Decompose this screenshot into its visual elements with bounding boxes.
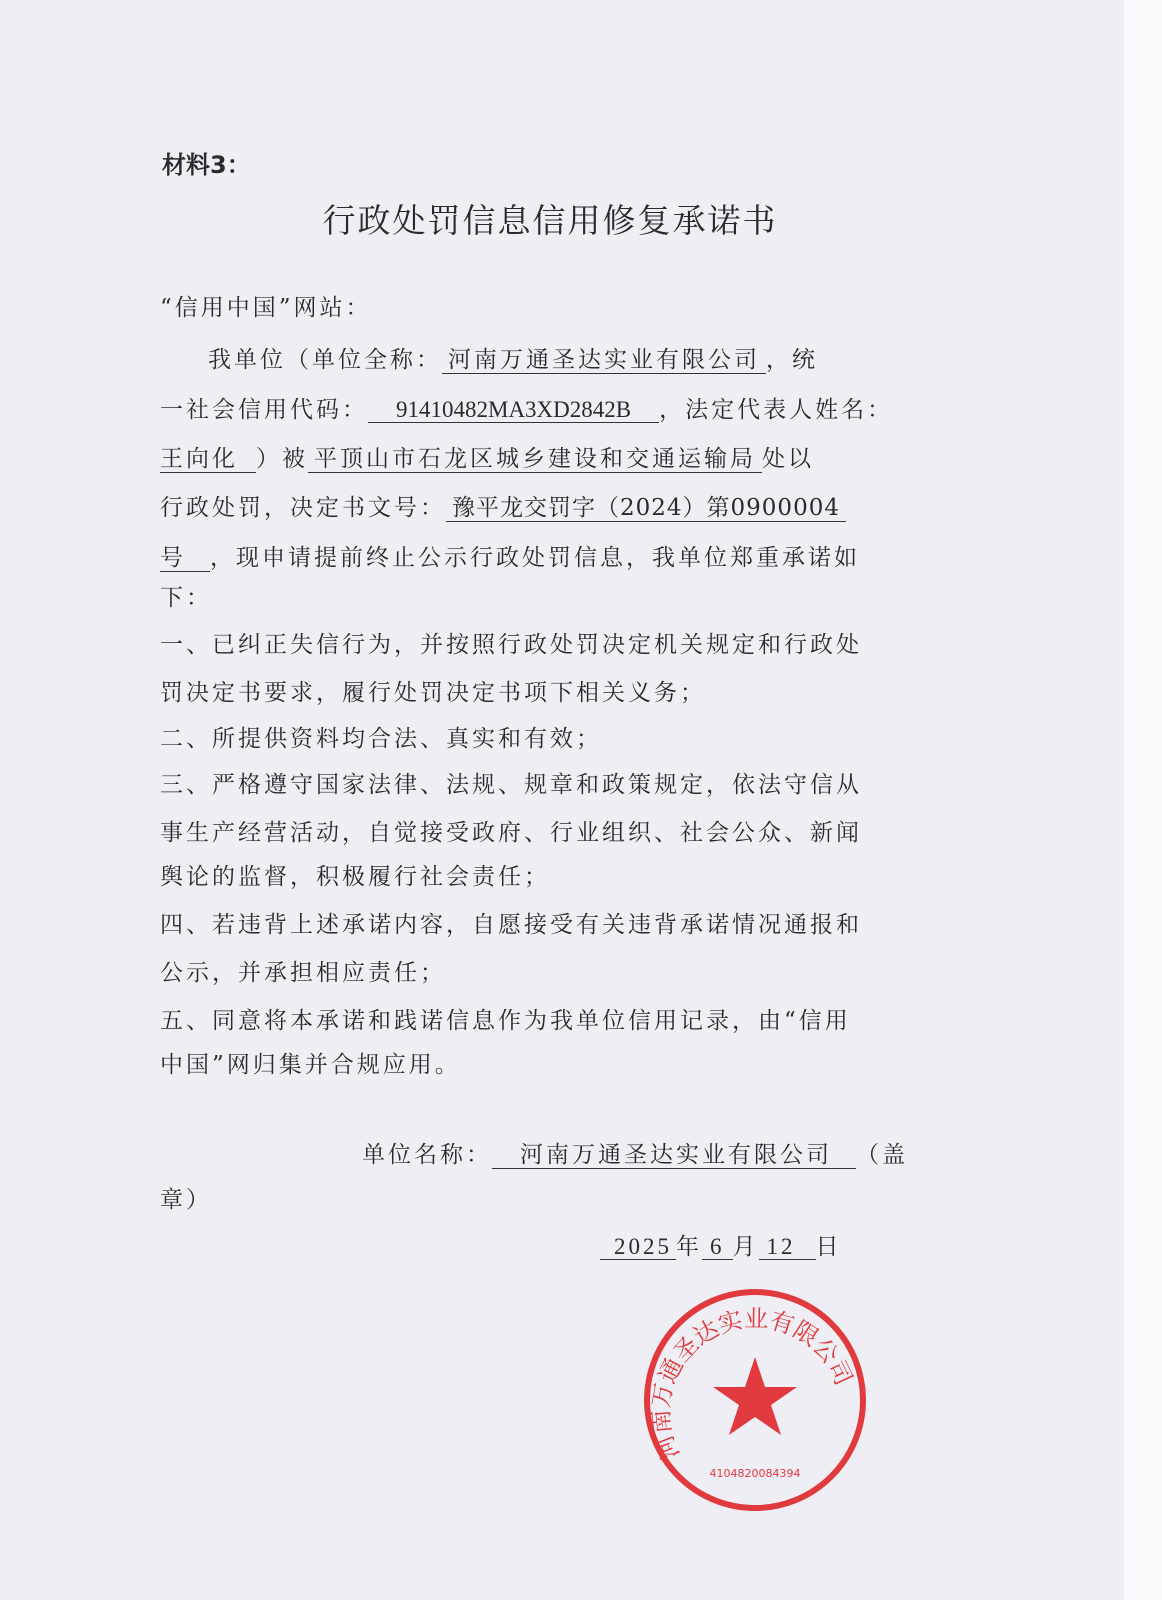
signature-company: 河南万通圣达实业有限公司 <box>492 1142 856 1169</box>
signature-label: 单位名称： <box>362 1142 492 1168</box>
text: ，统 <box>766 347 818 373</box>
seal-text: 河南万通圣达实业有限公司 <box>646 1304 858 1464</box>
promise-line: 舆论的监督，积极履行社会责任； <box>160 864 550 890</box>
seal-star-icon <box>713 1357 797 1435</box>
decision-number-field: 豫平龙交罚字（2024）第0900004 <box>446 495 846 522</box>
credit-code-field: 91410482MA3XD2842B <box>368 397 659 423</box>
decision-number-suffix: 号 <box>160 545 210 572</box>
promise-line: 中国”网归集并合规应用。 <box>160 1052 461 1078</box>
date-line <box>600 1232 842 1262</box>
promise-line: 四、若违背上述承诺内容，自愿接受有关违背承诺情况通报和 <box>160 912 862 938</box>
scan-edge <box>1124 0 1162 1600</box>
text: 行政处罚，决定书文号： <box>160 495 446 521</box>
promise-line: 五、同意将本承诺和践诺信息作为我单位信用记录，由“信用 <box>160 1008 851 1034</box>
text: ）被 <box>256 446 308 472</box>
promise-line: 三、严格遵守国家法律、法规、规章和政策规定，依法守信从 <box>160 772 862 798</box>
authority-field: 平顶山市石龙区城乡建设和交通运输局 <box>308 446 762 473</box>
promise-line: 公示，并承担相应责任； <box>160 960 446 986</box>
material-heading: 材料3： <box>162 151 251 179</box>
company-seal <box>640 1285 870 1515</box>
text: ，现申请提前终止公示行政处罚信息，我单位郑重承诺如 <box>210 545 860 571</box>
seal-number: 4104820084394 <box>709 1467 801 1480</box>
body-line-4 <box>160 493 846 523</box>
company-name-field: 河南万通圣达实业有限公司 <box>442 347 766 374</box>
text: 日 <box>815 1234 842 1260</box>
text: 月 <box>732 1234 759 1260</box>
text: 年 <box>676 1234 702 1260</box>
seal-note: （盖 <box>856 1142 908 1168</box>
body-line-2 <box>160 395 893 425</box>
text: 一社会信用代码： <box>160 397 368 423</box>
document-title: 行政处罚信息信用修复承诺书 <box>322 201 778 240</box>
body-line-1 <box>208 345 818 375</box>
text: 处以 <box>762 446 814 472</box>
promise-line: 二、所提供资料均合法、真实和有效； <box>160 726 602 752</box>
promise-line: 一、已纠正失信行为，并按照行政处罚决定机关规定和行政处 <box>160 632 862 658</box>
body-line-3 <box>160 444 814 474</box>
text: 我单位（单位全称： <box>208 347 442 373</box>
seal-note-continued: 章） <box>160 1187 212 1213</box>
salutation: “信用中国”网站： <box>160 295 372 321</box>
date-day: 12 <box>759 1234 816 1260</box>
body-line-6: 下： <box>160 585 212 611</box>
promise-line: 事生产经营活动，自觉接受政府、行业组织、社会公众、新闻 <box>160 820 862 846</box>
date-month: 6 <box>702 1234 733 1260</box>
promise-line: 罚决定书要求，履行处罚决定书项下相关义务； <box>160 680 706 706</box>
body-line-5 <box>160 543 860 573</box>
signature-line <box>362 1140 908 1170</box>
legal-rep-field: 王向化 <box>160 446 256 473</box>
text: ，法定代表人姓名： <box>659 397 894 423</box>
date-year: 2025 <box>600 1234 676 1260</box>
